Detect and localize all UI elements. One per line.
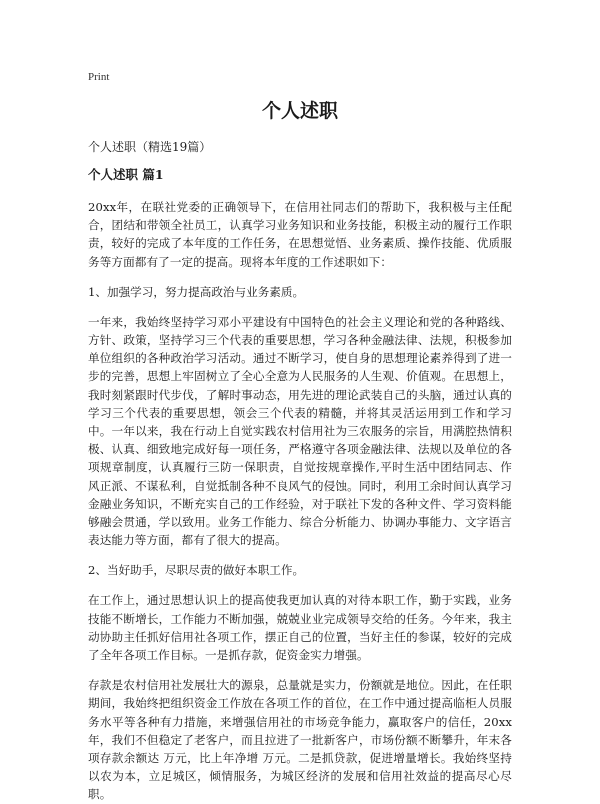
section-heading: 个人述职 篇1 [88,167,164,182]
paragraph-study: 一年来，我始终坚持学习邓小平建设有中国特色的社会主义理论和党的各种路线、方针、政策，坚持学习三个代表的重要思想，学习各种金融法律、法规，积极参加单位组织的各种政治学习活动。通过不断学习，使自身的思想理论素养得到了进一步的完善，思想上牢固树立了全心全意为人民服务的人生观、价值观。在思想上，我时刻紧跟时代步伐，了解时事动态，用先进的理论武装自己的头脑，通过认真的学习三个代表的重要思想，领会三个代表的精髓，并将其灵活运用到工作和学习中。一年以来，我在行动上自觉实践农村信用社为三农服务的宗旨，用满腔热情积极、认真、细致地完成好每一项任务，严格遵守各项金融法律、法规以及单位的各项规章制度，认真履行三防一保职责，自觉按规章操作,平时生活中团结同志、作风正派、不谋私利，自觉抵制各种不良风气的侵蚀。同时，利用工余时间认真学习金融业务知识，不断充实自己的工作经验，对于联社下发的各种文件、学习资料能够融会贯通，学以致用。业务工作能力、综合分析能力、协调办事能力、文字语言表达能力等方面，都有了很大的提高。 [88,314,512,548]
print-link[interactable]: Print [88,71,110,83]
point-heading-1: 1、加强学习，努力提高政治与业务素质。 [88,284,305,299]
document-title: 个人述职 [261,100,338,122]
paragraph-deposits: 存款是农村信用社发展壮大的源泉，总量就是实力，份额就是地位。因此，在任职期间，我始终把组织资金工作放在各项工作的首位，在工作中通过提高临柜人员服务水平等各种有力措施，来增强信用社的市场竞争能力，赢取客户的信任，20xx年，我们不但稳定了老客户，而且拉进了一批新客户，市场份额不断攀升，年末各项存款余额达 万元，比上年净增 万元。二是抓贷款，促进增量增长。我始终坚持以农为本，立足城区，倾情服务，为城区经济的发展和信用社效益的提高尽心尽职。 [88,678,512,802]
document-subtitle: 个人述职（精选19篇） [88,140,212,154]
point-heading-2: 2、当好助手，尽职尽责的做好本职工作。 [88,563,305,578]
paragraph-work: 在工作上，通过思想认识上的提高使我更加认真的对待本职工作，勤于实践，业务技能不断增长，工作能力不断加强，兢兢业业完成领导交给的任务。今年来，我主动协助主任抓好信用社各项工作，摆正自己的位置，当好主任的参谋，较好的完成了全年各项工作目标。一是抓存款，促资金实力增强。 [88,593,512,663]
paragraph-intro: 20xx年，在联社党委的正确领导下，在信用社同志们的帮助下，我积极与主任配合，团结和带领全社员工，认真学习业务知识和业务技能，积极主动的履行工作职责，较好的完成了本年度的工作任务，在思想觉悟、业务素质、操作技能、优质服务等方面都有了一定的提高。现将本年度的工作述职如下： [88,200,512,269]
